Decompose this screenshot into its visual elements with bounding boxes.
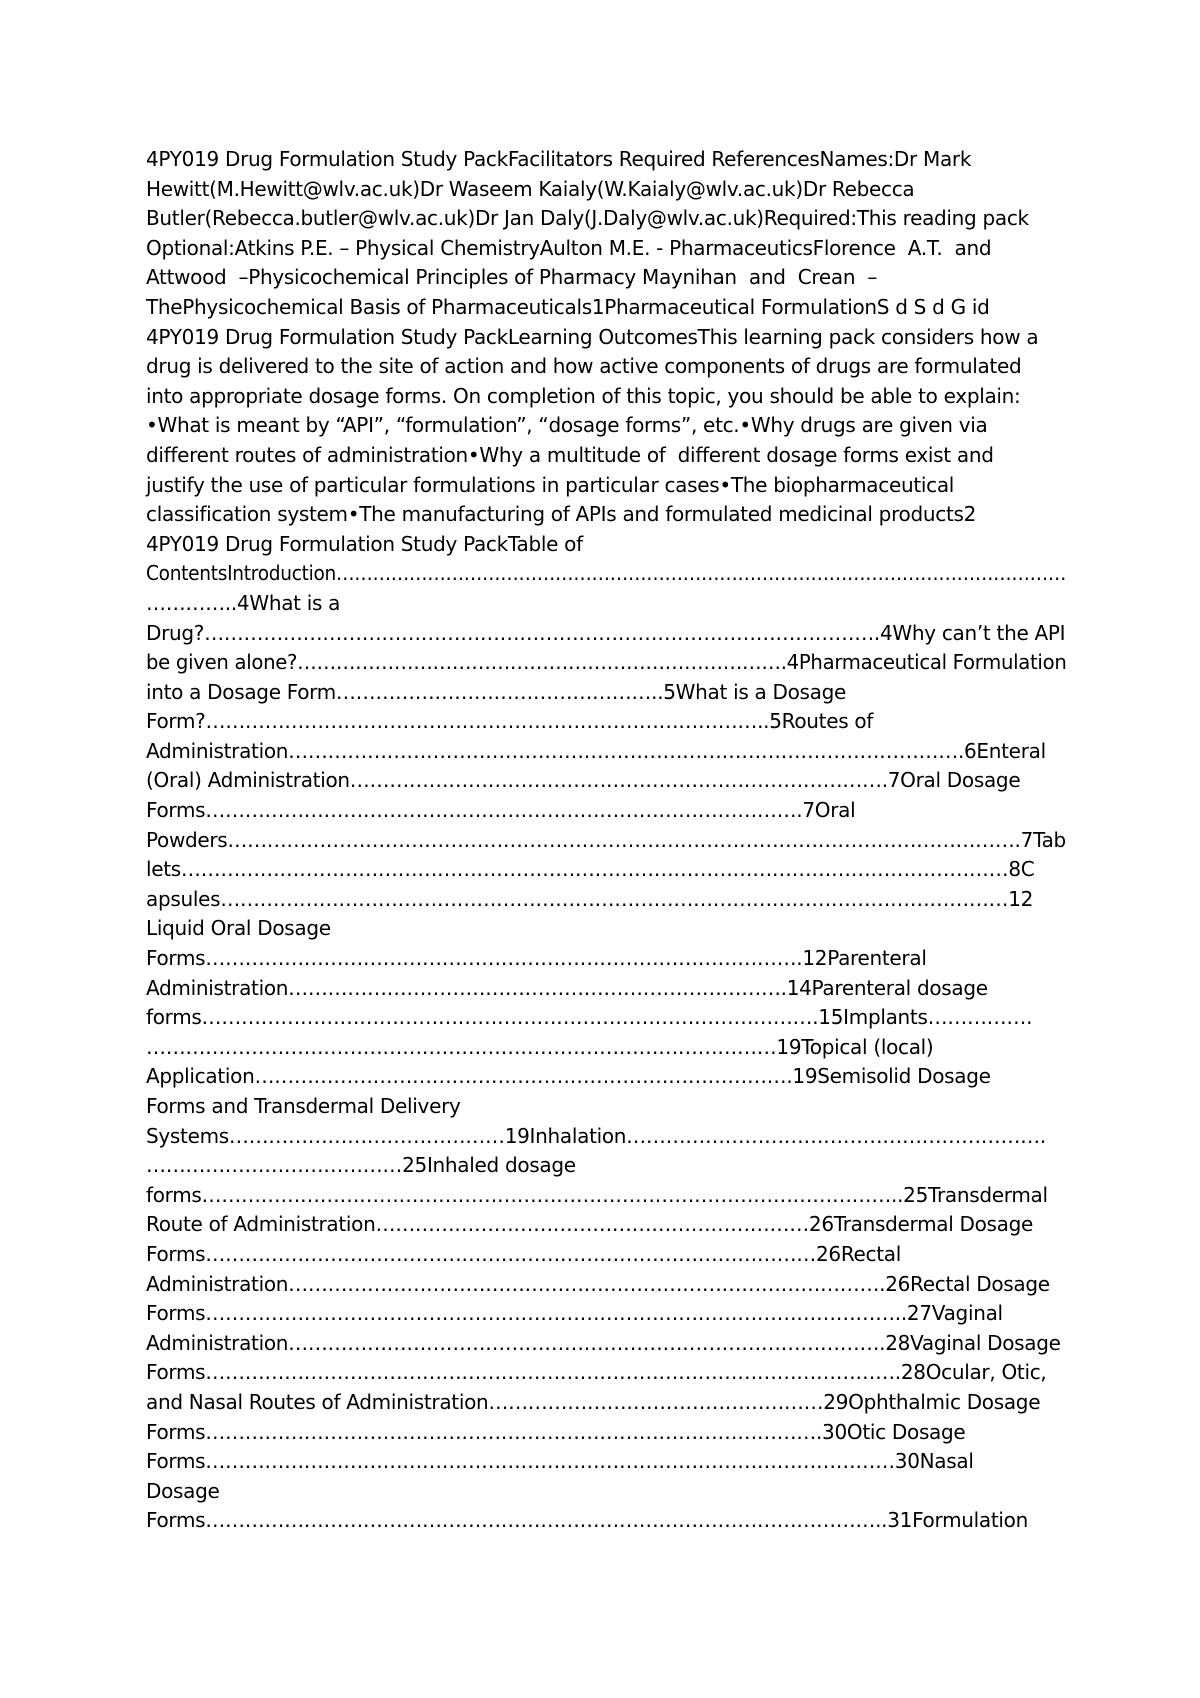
text-line: Optional:Atkins P.E. – Physical ChemistryAulton M.E. - PharmaceuticsFlorence A.T. and [146, 235, 992, 260]
text-line: Forms…………………………………………………………………………………26Rectal [146, 1241, 902, 1266]
text-line: Systems……………………………………19Inhalation………………………………………………………. [146, 1123, 1046, 1148]
text-line: Administration……………………………………………………………………………….28Vaginal Dosage [146, 1330, 1061, 1355]
text-line: Butler(Rebecca.butler@wlv.ac.uk)Dr Jan Daly(J.Daly@wlv.ac.uk)Required:This reading pack [146, 206, 1029, 231]
text-line: Forms……………………………………………………………………………………………..27Vaginal [146, 1301, 1003, 1326]
text-line: Forms………………………………………………………………………………….30Otic Dosage [146, 1419, 966, 1444]
text-line: Forms and Transdermal Delivery [146, 1094, 461, 1118]
text-line: classification system•The manufacturing of APIs and formulated medicinal products2 [146, 502, 977, 527]
text-line: forms………………………………………………………………………………….15Implants……………. [146, 1005, 1033, 1030]
text-line: ThePhysicochemical Basis of Pharmaceuticals1Pharmaceutical FormulationS d S d G id [146, 294, 990, 319]
text-line: Forms…………………………………………………………………………………………….28Ocular, Otic, [146, 1360, 1047, 1385]
text-line: different routes of administration•Why a multitude of different dosage forms exist and [146, 442, 994, 467]
text-line: be given alone?………………………………………………………………….4Pharmaceutical Formulation [146, 650, 1067, 675]
text-line: Forms……………………………………………………………………………………………30Nasal [146, 1449, 974, 1474]
text-line: …………………………………25Inhaled dosage [146, 1153, 576, 1178]
document-text [146, 145, 1066, 1536]
text-line: into appropriate dosage forms. On completion of this topic, you should be able to explain: [146, 383, 1021, 408]
text-line: Administration………………………………………………………………………………………….6Enteral [146, 738, 1046, 763]
text-line: 4PY019 Drug Formulation Study PackFacilitators Required ReferencesNames:Dr Mark [146, 147, 972, 171]
text-line: Forms……………………………………………………………………………….12Parenteral [146, 946, 927, 971]
text-line: Dosage [146, 1478, 220, 1503]
text-line: ContentsIntroduction………………………………………………………………………………………………………… [146, 561, 1067, 586]
text-line: Administration………………………………………………………………….14Parenteral dosage [146, 975, 988, 1000]
text-line: ……………………………………………………………………………………19Topical (local) [146, 1034, 934, 1059]
text-line: Form?…………………………………………………………………………..5Routes of [146, 709, 874, 734]
text-line: Hewitt(M.Hewitt@wlv.ac.uk)Dr Waseem Kaialy(W.Kaialy@wlv.ac.uk)Dr Rebecca [146, 176, 915, 201]
text-line: Attwood –Physicochemical Principles of Pharmacy Maynihan and Crean – [146, 265, 878, 290]
text-line: drug is delivered to the site of action and how active components of drugs are formulated [146, 354, 1022, 379]
text-line: Liquid Oral Dosage [146, 916, 331, 941]
text-line: Application……………………………………………………………………….19Semisolid Dosage [146, 1064, 991, 1089]
text-line: •What is meant by “API”, “formulation”, “dosage forms”, etc.•Why drugs are given via [146, 413, 988, 438]
text-line: Route of Administration…………………………………………………………26Transdermal Dosage [146, 1212, 1034, 1237]
text-line: Forms……………………………………………………………………………….7Oral [146, 798, 856, 823]
text-line: into a Dosage Form…………………………………………..5What is a Dosage [146, 679, 847, 704]
text-line: Forms…………………………………………………………………………………………..31Formulation [146, 1508, 1028, 1533]
text-line: Powders………………………………………………………………………………………………………….7Tab [146, 827, 1066, 852]
text-line: forms……………………………………………………………………………………………..25Transdermal [146, 1182, 1048, 1207]
text-line: (Oral) Administration……………………………………………………………………….7Oral Dosage [146, 768, 1021, 793]
text-line: 4PY019 Drug Formulation Study PackTable of [146, 531, 583, 556]
text-line: …………..4What is a [146, 590, 341, 615]
text-line: and Nasal Routes of Administration……………………………………………29Ophthalmic Dosage [146, 1389, 1041, 1414]
text-line: 4PY019 Drug Formulation Study PackLearning OutcomesThis learning pack considers how a [146, 324, 1039, 349]
text-line: justify the use of particular formulations in particular cases•The biopharmaceutical [146, 472, 955, 497]
text-line: Administration……………………………………………………………………………….26Rectal Dosage [146, 1271, 1050, 1296]
text-line: lets………………………………………………………………………………………………………………8C [146, 857, 1035, 882]
text-line: apsules…………………………………………………………………………………………………………12 [146, 886, 1034, 911]
text-line: Drug?………………………………………………………………………………………….4Why can’t the API [146, 620, 1066, 645]
